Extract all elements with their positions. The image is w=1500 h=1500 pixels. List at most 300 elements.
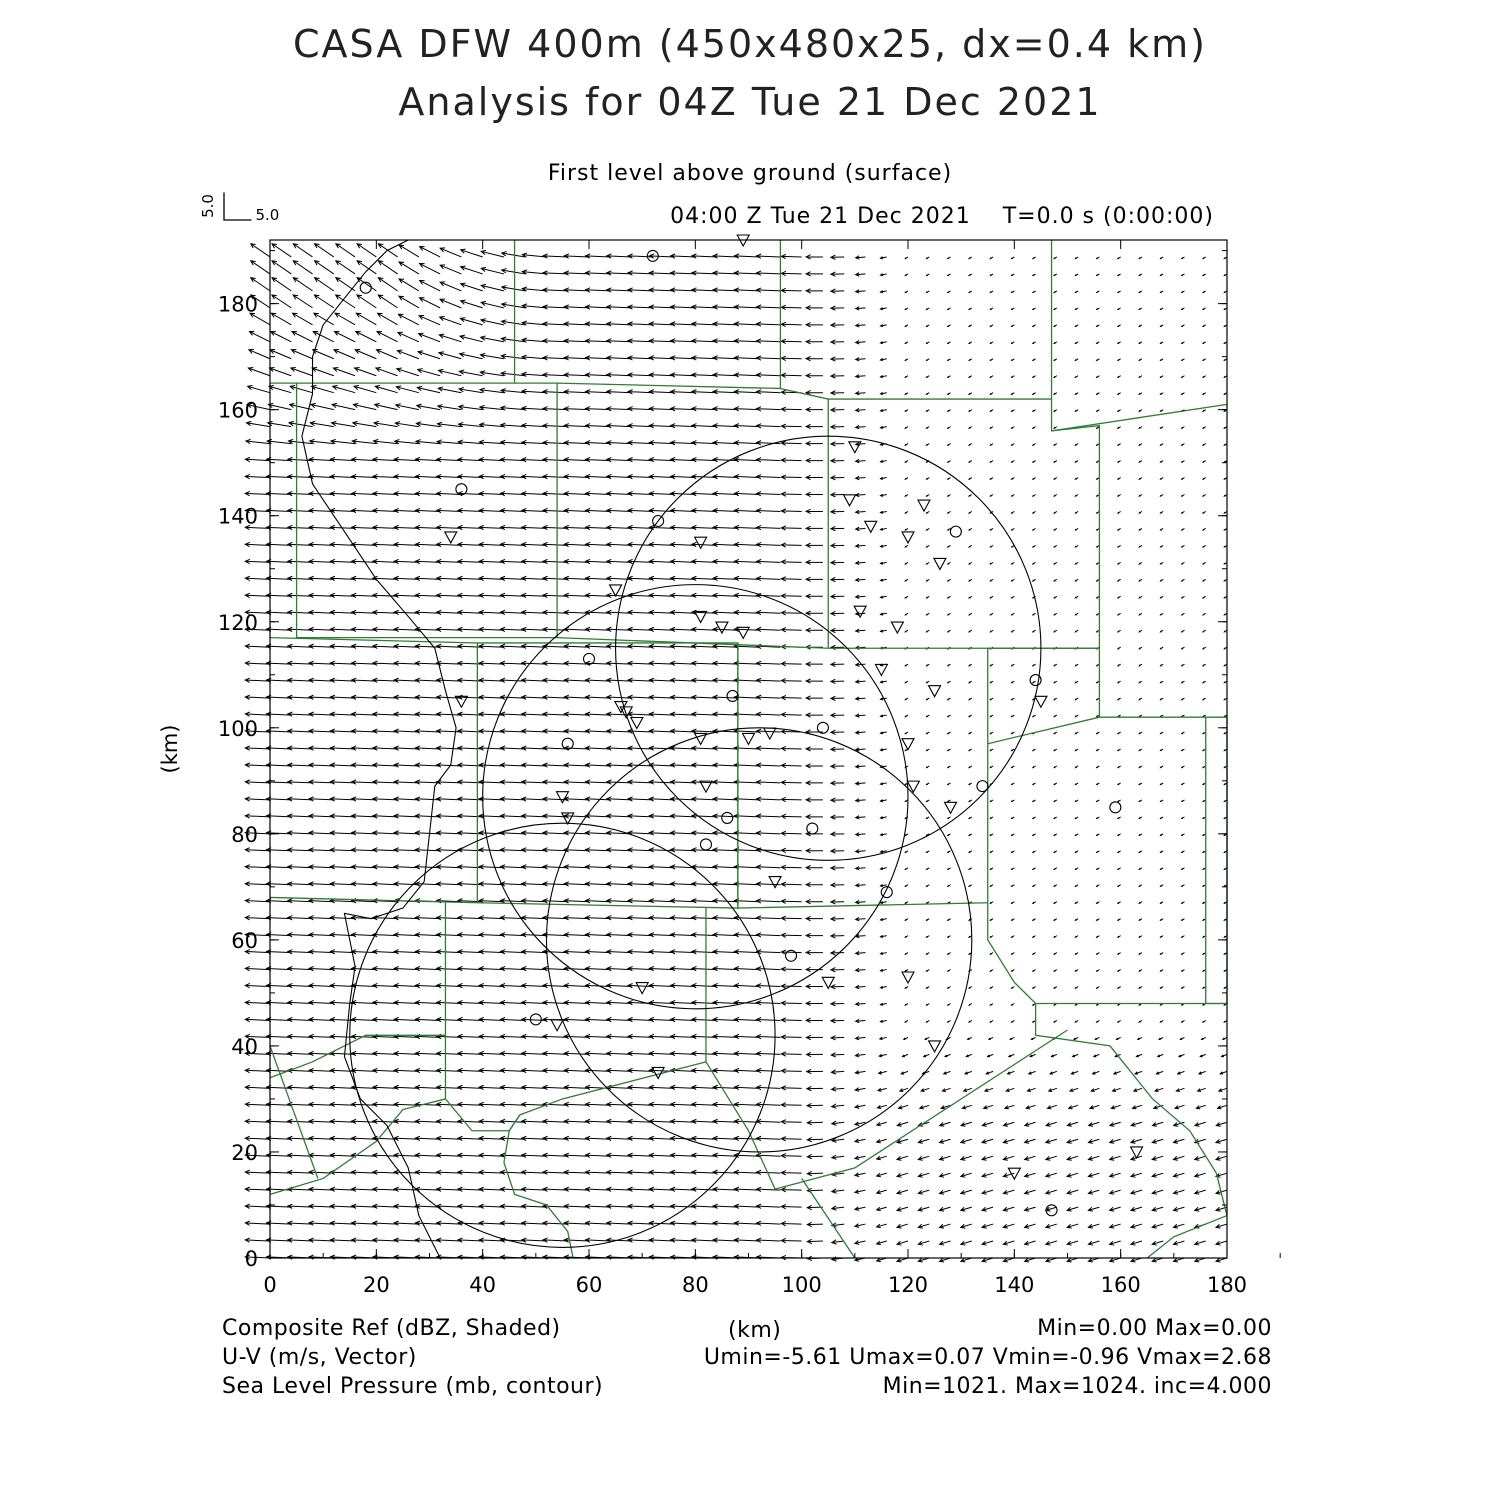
wind-vector <box>1160 274 1163 276</box>
wind-vector <box>927 410 930 412</box>
wind-vector <box>1139 478 1142 480</box>
wind-vector <box>1118 868 1121 870</box>
wind-vector <box>461 249 483 257</box>
wind-vector <box>856 748 866 751</box>
wind-vector <box>905 715 908 717</box>
wind-vector <box>948 936 951 938</box>
wind-vector <box>897 1241 908 1245</box>
wind-vector <box>927 902 930 904</box>
wind-vector <box>1012 902 1015 904</box>
wind-vector <box>781 797 801 801</box>
wind-vector <box>880 460 886 462</box>
wind-vector <box>831 510 844 514</box>
wind-vector <box>781 780 801 784</box>
wind-vector <box>1033 376 1036 378</box>
wind-vector <box>1054 715 1057 717</box>
wind-vector <box>905 359 908 361</box>
wind-vector <box>757 916 781 920</box>
vector-key-v-label: 5.0 <box>199 194 217 218</box>
wind-vector <box>927 1004 930 1006</box>
wind-vector <box>1012 478 1015 480</box>
wind-vector <box>459 405 483 410</box>
wind-vector <box>420 281 441 291</box>
wind-vector <box>927 732 930 734</box>
wind-vector <box>831 289 844 293</box>
wind-vector <box>831 560 844 564</box>
wind-vector <box>880 392 886 394</box>
wind-vector <box>1033 681 1036 683</box>
wind-vector <box>1118 274 1121 276</box>
wind-vector <box>1097 376 1100 378</box>
wind-vector <box>856 527 866 530</box>
wind-vector <box>1009 1054 1014 1056</box>
wind-vector <box>1054 681 1057 683</box>
wind-vector <box>272 261 291 274</box>
wind-vector <box>376 350 397 359</box>
county-boundary <box>1099 717 1227 1003</box>
wind-vector <box>1097 970 1100 972</box>
wind-vector <box>734 576 759 580</box>
wind-vector <box>856 917 866 920</box>
wind-vector <box>1203 376 1206 378</box>
wind-vector <box>1118 596 1121 598</box>
wind-vector <box>856 595 866 598</box>
wind-vector <box>856 697 866 700</box>
wind-vector <box>990 325 993 327</box>
wind-vector <box>1159 1037 1163 1039</box>
wind-vector <box>831 713 844 717</box>
wind-vector <box>927 936 930 938</box>
county-boundary <box>520 908 706 1115</box>
wind-vector <box>1118 427 1121 429</box>
wind-vector <box>880 257 886 259</box>
wind-vector <box>1118 936 1121 938</box>
wind-vector <box>1095 1037 1099 1039</box>
wind-vector <box>880 715 886 717</box>
wind-vector <box>1046 1224 1057 1228</box>
wind-vector <box>757 610 781 614</box>
wind-vector <box>806 458 823 462</box>
wind-vector <box>1182 749 1185 751</box>
wind-vector <box>855 1071 865 1075</box>
wind-vector <box>1075 359 1078 361</box>
station-circle-marker <box>807 823 818 834</box>
wind-vector <box>1033 902 1036 904</box>
wind-vector <box>1139 325 1142 327</box>
wind-vector <box>905 376 908 378</box>
wind-vector <box>877 1241 887 1245</box>
wind-vector <box>1097 359 1100 361</box>
wind-vector <box>1203 291 1206 293</box>
wind-vector <box>331 439 355 443</box>
wind-vector <box>905 953 908 955</box>
wind-vector <box>397 368 419 376</box>
wind-vector <box>1131 1258 1142 1262</box>
wind-vector <box>522 304 546 308</box>
wind-vector <box>1182 902 1185 904</box>
wind-vector <box>378 313 398 325</box>
wind-vector <box>990 579 993 581</box>
wind-vector <box>927 817 930 819</box>
wind-vector <box>1139 834 1142 836</box>
wind-vector <box>1133 1105 1142 1109</box>
wind-vector <box>880 901 886 903</box>
wind-vector <box>1075 936 1078 938</box>
wind-vector <box>807 1239 823 1243</box>
wind-vector <box>501 371 525 375</box>
station-triangle-marker <box>445 532 457 543</box>
wind-vector <box>1152 1190 1163 1194</box>
wind-vector <box>831 577 844 581</box>
wind-vector <box>310 439 334 443</box>
wind-vector <box>879 1071 887 1074</box>
wind-vector <box>1203 664 1206 666</box>
wind-vector <box>1138 1037 1142 1039</box>
wind-vector <box>831 832 844 836</box>
wind-vector <box>781 339 801 343</box>
wind-vector <box>806 849 823 853</box>
wind-vector <box>806 306 823 310</box>
wind-vector <box>1139 936 1142 938</box>
wind-vector <box>990 630 993 632</box>
wind-vector <box>757 1255 781 1259</box>
wind-vector <box>940 1207 951 1211</box>
wind-vector <box>757 424 781 428</box>
wind-vector <box>984 1105 993 1109</box>
wind-vector <box>734 1119 759 1123</box>
wind-vector <box>880 596 886 598</box>
wind-vector <box>969 410 972 412</box>
wind-vector <box>961 1190 972 1194</box>
wind-vector <box>1097 868 1100 870</box>
wind-vector <box>1075 698 1078 700</box>
wind-vector <box>918 1241 929 1245</box>
y-tick-label: 140 <box>217 504 258 529</box>
wind-vector <box>905 868 908 870</box>
wind-vector <box>948 562 951 564</box>
wind-vector <box>1139 410 1142 412</box>
wind-vector <box>855 1053 865 1056</box>
wind-vector <box>855 1207 866 1211</box>
wind-vector <box>781 543 801 547</box>
wind-vector <box>1182 919 1185 921</box>
wind-vector <box>1110 1207 1121 1211</box>
wind-vector <box>1012 698 1015 700</box>
wind-vector <box>1054 545 1057 547</box>
wind-vector <box>990 698 993 700</box>
wind-vector <box>855 1241 866 1245</box>
wind-vector <box>1075 495 1078 497</box>
wind-vector <box>1182 698 1185 700</box>
wind-vector <box>396 386 419 393</box>
wind-vector <box>1033 444 1036 446</box>
wind-vector <box>734 950 759 954</box>
wind-vector <box>1118 664 1121 666</box>
wind-vector <box>734 288 759 292</box>
wind-vector <box>877 1207 887 1211</box>
wind-vector <box>1088 1241 1099 1245</box>
wind-vector <box>781 407 801 411</box>
wind-vector <box>1216 1156 1227 1160</box>
wind-vector <box>1033 528 1036 530</box>
wind-vector <box>1203 545 1206 547</box>
wind-vector <box>1160 528 1163 530</box>
wind-vector <box>948 596 951 598</box>
wind-vector <box>807 1103 823 1107</box>
wind-vector <box>757 899 781 903</box>
wind-vector <box>1160 851 1163 853</box>
wind-vector <box>1046 1190 1057 1194</box>
wind-vector <box>1203 359 1206 361</box>
wind-vector <box>1075 953 1078 955</box>
wind-vector <box>855 1173 866 1177</box>
wind-vector <box>439 352 461 359</box>
wind-vector <box>806 696 823 700</box>
wind-vector <box>1046 1156 1057 1160</box>
wind-vector <box>961 1139 972 1143</box>
wind-vector <box>982 1258 993 1262</box>
wind-vector <box>1173 1224 1184 1228</box>
wind-vector <box>437 422 461 426</box>
wind-vector <box>990 953 993 955</box>
wind-vector <box>396 404 419 410</box>
wind-vector <box>969 630 972 632</box>
wind-vector <box>459 388 483 393</box>
wind-vector <box>1054 393 1057 395</box>
wind-vector <box>831 747 844 751</box>
wind-vector <box>781 882 801 886</box>
wind-vector <box>1111 1105 1120 1109</box>
wind-vector <box>806 594 823 598</box>
wind-vector <box>1110 1258 1121 1262</box>
wind-vector <box>806 866 823 870</box>
wind-vector <box>1097 919 1100 921</box>
wind-vector <box>856 1036 866 1039</box>
wind-vector <box>1196 1105 1205 1109</box>
wind-vector <box>757 1001 781 1005</box>
wind-vector <box>734 508 759 512</box>
wind-vector <box>1097 274 1100 276</box>
county-boundary <box>780 240 1051 399</box>
wind-vector <box>1054 444 1057 446</box>
county-boundary <box>802 1178 855 1258</box>
wind-vector <box>961 1224 972 1228</box>
wind-vector <box>461 300 483 308</box>
wind-vector <box>734 1136 759 1140</box>
wind-vector <box>880 291 886 293</box>
wind-vector <box>1054 613 1057 615</box>
wind-vector <box>1033 562 1036 564</box>
wind-vector <box>1012 936 1015 938</box>
wind-vector <box>948 511 951 513</box>
wind-vector <box>831 611 844 615</box>
wind-vector <box>1200 1054 1205 1056</box>
wind-vector <box>1139 427 1142 429</box>
wind-vector <box>990 987 993 989</box>
wind-vector <box>1160 545 1163 547</box>
wind-vector <box>831 1070 844 1074</box>
wind-vector <box>918 1156 929 1160</box>
wind-vector <box>806 764 823 768</box>
wind-vector <box>781 746 801 750</box>
wind-vector <box>940 1139 951 1143</box>
wind-vector <box>831 357 844 361</box>
wind-vector <box>990 732 993 734</box>
wind-vector <box>1139 902 1142 904</box>
wind-vector <box>940 1241 951 1245</box>
wind-vector <box>1054 579 1057 581</box>
wind-vector <box>1110 1122 1121 1126</box>
wind-vector <box>990 257 993 259</box>
wind-vector <box>757 780 781 784</box>
wind-vector <box>248 385 270 392</box>
wind-vector <box>856 951 866 954</box>
wind-vector <box>1088 1156 1099 1160</box>
wind-vector <box>1054 596 1057 598</box>
wind-vector <box>1097 393 1100 395</box>
wind-vector <box>734 1085 759 1089</box>
wind-vector <box>806 492 823 496</box>
wind-vector <box>293 261 312 274</box>
wind-vector <box>460 353 483 359</box>
wind-vector <box>806 323 823 327</box>
wind-vector <box>757 475 781 479</box>
wind-vector <box>1012 732 1015 734</box>
wind-vector <box>734 1102 759 1106</box>
x-tick-label: 100 <box>781 1273 822 1297</box>
wind-vector <box>335 313 355 325</box>
wind-vector <box>905 919 908 921</box>
wind-vector <box>806 679 823 683</box>
wind-vector <box>897 1224 908 1228</box>
wind-vector <box>251 244 270 257</box>
wind-vector <box>781 1154 801 1158</box>
wind-vector <box>1012 359 1015 361</box>
wind-vector <box>806 407 823 411</box>
wind-vector <box>806 882 823 886</box>
wind-vector <box>1097 410 1100 412</box>
station-triangle-marker <box>929 686 941 697</box>
wind-vector <box>781 356 801 360</box>
wind-vector <box>856 850 866 853</box>
wind-vector <box>985 1088 993 1091</box>
wind-vector <box>1118 647 1121 649</box>
wind-vector <box>1054 410 1057 412</box>
wind-vector <box>1173 1173 1184 1177</box>
wind-vector <box>1046 1241 1057 1245</box>
wind-vector <box>1182 291 1185 293</box>
wind-vector <box>807 1137 823 1141</box>
wind-vector <box>757 933 781 937</box>
wind-vector <box>927 953 930 955</box>
wind-vector <box>1029 1071 1036 1074</box>
wind-vector <box>757 763 781 767</box>
wind-vector <box>398 314 418 325</box>
y-tick-label: 60 <box>231 928 258 953</box>
wind-vector <box>1182 325 1185 327</box>
wind-vector <box>734 1255 759 1259</box>
wind-vector <box>1160 749 1163 751</box>
wind-vector <box>1075 274 1078 276</box>
wind-vector <box>757 1068 781 1072</box>
wind-vector <box>969 579 972 581</box>
wind-vector <box>293 313 313 325</box>
wind-vector <box>990 715 993 717</box>
wind-vector <box>781 662 801 666</box>
wind-vector <box>1195 1190 1206 1194</box>
wind-vector <box>1216 1241 1227 1245</box>
wind-vector <box>1054 461 1057 463</box>
wind-vector <box>942 1088 950 1091</box>
wind-vector <box>1012 342 1015 344</box>
wind-vector <box>1182 987 1185 989</box>
wind-vector <box>1182 630 1185 632</box>
wind-vector <box>948 257 951 259</box>
station-triangle-marker <box>556 792 568 803</box>
wind-vector <box>905 342 908 344</box>
wind-vector <box>757 373 781 377</box>
wind-vector <box>757 576 781 580</box>
wind-vector <box>268 421 292 426</box>
wind-vector <box>1118 834 1121 836</box>
wind-vector <box>502 286 525 291</box>
wind-vector <box>855 1190 866 1194</box>
station-triangle-marker <box>1035 696 1047 707</box>
wind-vector <box>1173 1190 1184 1194</box>
wind-vector <box>315 278 334 291</box>
wind-vector <box>1012 325 1015 327</box>
wind-vector <box>856 1002 866 1005</box>
wind-vector <box>927 291 930 293</box>
wind-vector <box>734 1051 759 1055</box>
wind-vector <box>1012 461 1015 463</box>
wind-vector <box>904 1037 908 1039</box>
wind-vector <box>831 985 844 989</box>
wind-vector <box>990 868 993 870</box>
wind-vector <box>831 645 844 649</box>
wind-vector <box>781 1188 801 1192</box>
wind-vector <box>990 919 993 921</box>
wind-vector <box>806 815 823 819</box>
wind-vector <box>1067 1139 1078 1143</box>
wind-vector <box>1075 732 1078 734</box>
wind-vector <box>831 255 844 259</box>
wind-vector <box>940 1224 951 1228</box>
wind-vector <box>1203 698 1206 700</box>
wind-vector <box>311 403 334 409</box>
wind-vector <box>1075 715 1078 717</box>
wind-vector <box>990 427 993 429</box>
wind-vector <box>880 562 886 564</box>
wind-vector <box>1160 732 1163 734</box>
wind-vector <box>969 291 972 293</box>
wind-vector <box>1054 783 1057 785</box>
wind-vector <box>1118 461 1121 463</box>
wind-vector <box>1139 342 1142 344</box>
wind-vector <box>856 375 866 378</box>
wind-vector <box>332 421 356 426</box>
wind-vector <box>945 1054 950 1056</box>
wind-vector <box>905 427 908 429</box>
wind-vector <box>1160 681 1163 683</box>
wind-vector <box>831 374 844 378</box>
wind-vector <box>734 1187 759 1191</box>
wind-vector <box>1033 664 1036 666</box>
wind-vector <box>270 367 292 375</box>
wind-vector <box>1033 427 1036 429</box>
wind-vector <box>1160 257 1163 259</box>
wind-vector <box>1067 1207 1078 1211</box>
